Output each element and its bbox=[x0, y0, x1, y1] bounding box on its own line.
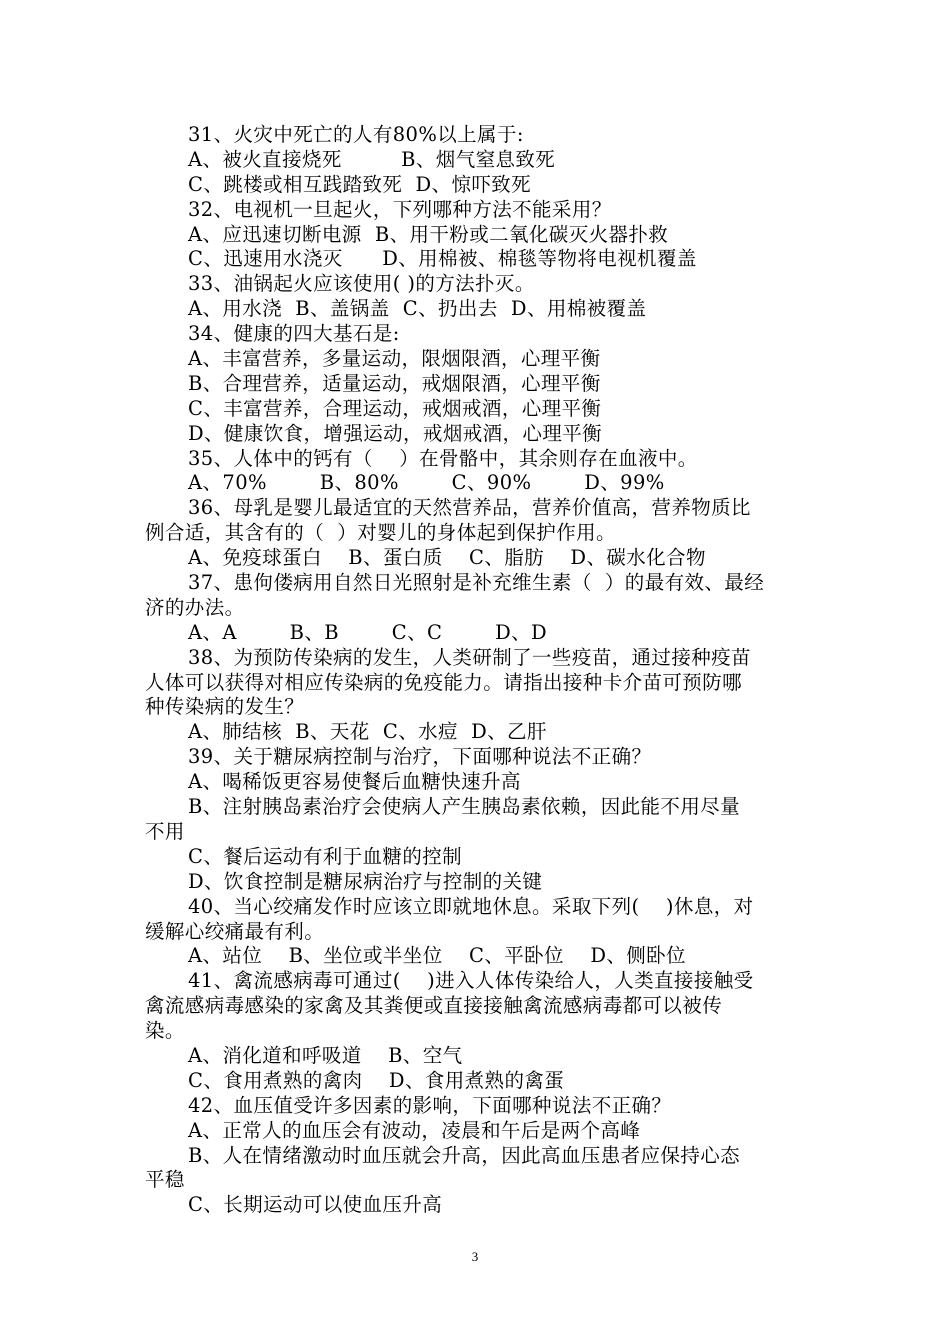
text-line: B、合理营养，适量运动，戒烟限酒，心理平衡 bbox=[188, 371, 601, 395]
text-line: 34、健康的四大基石是: bbox=[188, 322, 400, 346]
text-line: 37、患佝偻病用自然日光照射是补充维生素（ ）的最有效、最经 bbox=[188, 571, 765, 595]
text-line: A、正常人的血压会有波动，凌晨和午后是两个高峰 bbox=[188, 1118, 641, 1142]
text-line: 例合适，其含有的（ ）对婴儿的身体起到保护作用。 bbox=[145, 521, 616, 545]
text-line: 32、电视机一旦起火，下列哪种方法不能采用？ bbox=[188, 197, 612, 221]
text-line: D、饮食控制是糖尿病治疗与控制的关键 bbox=[188, 869, 543, 893]
text-line: C、丰富营养，合理运动，戒烟戒酒，心理平衡 bbox=[188, 396, 602, 420]
page-number: 3 bbox=[471, 1249, 479, 1264]
text-line: 40、当心绞痛发作时应该立即就地休息。采取下列( )休息，对 bbox=[188, 894, 754, 918]
text-line: 染。 bbox=[145, 1019, 185, 1043]
text-line: 种传染病的发生？ bbox=[145, 695, 305, 719]
text-line: A、A B、B C、C D、D bbox=[188, 620, 548, 644]
text-line: A、喝稀饭更容易使餐后血糖快速升高 bbox=[188, 770, 521, 794]
text-line: 济的办法。 bbox=[145, 595, 245, 619]
text-line: 不用 bbox=[145, 819, 185, 843]
text-line: A、被火直接烧死 B、烟气窒息致死 bbox=[188, 147, 556, 171]
text-line: A、70% B、80% C、90% D、99% bbox=[188, 471, 665, 495]
text-line: 平稳 bbox=[145, 1168, 185, 1192]
text-line: C、餐后运动有利于血糖的控制 bbox=[188, 844, 463, 868]
text-line: 31、火灾中死亡的人有80%以上属于: bbox=[188, 123, 524, 146]
text-line: A、用水浇 B、盖锅盖 C、扔出去 D、用棉被覆盖 bbox=[188, 297, 647, 321]
text-line: 42、血压值受许多因素的影响，下面哪种说法不正确？ bbox=[188, 1093, 672, 1117]
text-line: B、注射胰岛素治疗会使病人产生胰岛素依赖，因此能不用尽量 bbox=[188, 795, 741, 819]
text-line: A、消化道和呼吸道 B、空气 bbox=[188, 1043, 463, 1067]
text-line: A、丰富营养，多量运动，限烟限酒，心理平衡 bbox=[188, 347, 601, 371]
text-line: C、食用煮熟的禽肉 D、食用煮熟的禽蛋 bbox=[188, 1068, 565, 1092]
text-line: 人体可以获得对相应传染病的免疫能力。请指出接种卡介苗可预防哪 bbox=[145, 670, 743, 694]
text-line: C、跳楼或相互践踏致死 D、惊吓致死 bbox=[188, 172, 532, 196]
text-line: 39、关于糖尿病控制与治疗，下面哪种说法不正确？ bbox=[188, 745, 652, 769]
text-line: 38、为预防传染病的发生，人类研制了一些疫苗，通过接种疫苗 bbox=[188, 645, 751, 669]
text-line: 36、母乳是婴儿最适宜的天然营养品，营养价值高，营养物质比 bbox=[188, 496, 751, 520]
text-line: A、站位 B、坐位或半坐位 C、平卧位 D、侧卧位 bbox=[188, 944, 686, 968]
text-line: C、长期运动可以使血压升高 bbox=[188, 1193, 443, 1217]
text-line: A、应迅速切断电源 B、用干粉或二氧化碳灭火器扑救 bbox=[188, 222, 669, 246]
text-line: B、人在情绪激动时血压就会升高，因此高血压患者应保持心态 bbox=[188, 1143, 741, 1167]
text-line: 禽流感病毒感染的家禽及其粪便或直接接触禽流感病毒都可以被传 bbox=[145, 994, 723, 1018]
text-line: D、健康饮食，增强运动，戒烟戒酒，心理平衡 bbox=[188, 421, 603, 445]
text-line: A、免疫球蛋白 B、蛋白质 C、脂肪 D、碳水化合物 bbox=[188, 546, 706, 570]
text-line: 41、禽流感病毒可通过( )进入人体传染给人，人类直接接触受 bbox=[188, 969, 754, 993]
text-line: C、迅速用水浇灭 D、用棉被、棉毯等物将电视机覆盖 bbox=[188, 247, 697, 271]
text-line: 缓解心绞痛最有利。 bbox=[145, 919, 325, 943]
text-line: 33、油锅起火应该使用( )的方法扑灭。 bbox=[188, 272, 535, 296]
page-body bbox=[145, 123, 813, 1218]
text-line: A、肺结核 B、天花 C、水痘 D、乙肝 bbox=[188, 720, 547, 744]
text-line: 35、人体中的钙有（ ）在骨骼中，其余则存在血液中。 bbox=[188, 446, 698, 470]
